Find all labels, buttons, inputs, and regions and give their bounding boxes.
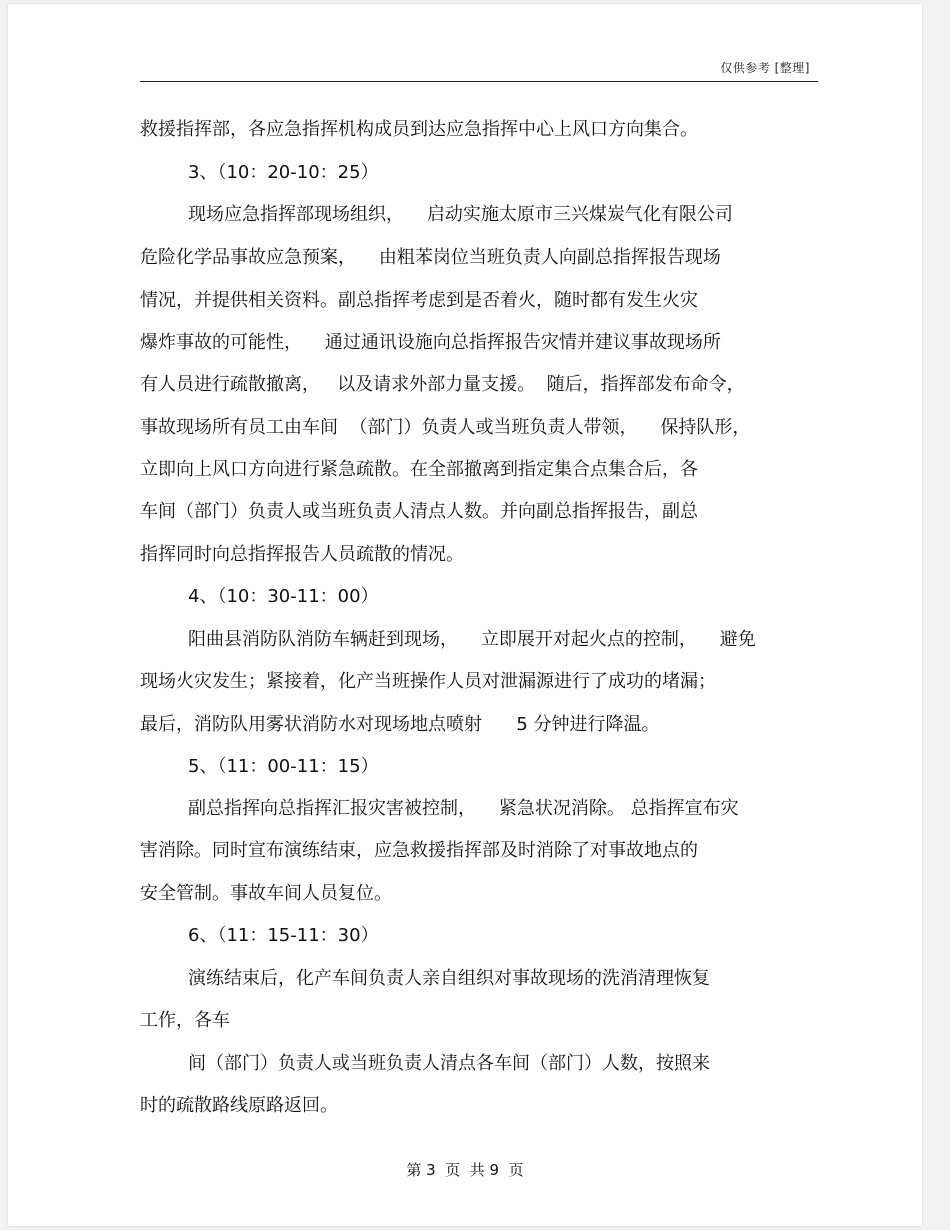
- body-line: 爆炸事故的可能性， 通过通讯设施向总指挥报告灾情并建议事故现场所: [140, 332, 721, 353]
- body-line: 间（部门）负责人或当班负责人清点各车间（部门）人数，按照来: [188, 1053, 710, 1074]
- body-line: 害消除。同时宣布演练结束，应急救援指挥部及时消除了对事故地点的: [140, 840, 698, 861]
- body-line: 最后，消防队用雾状消防水对现场地点喷射 5 分钟进行降温。: [140, 714, 660, 735]
- body-line: 现场火灾发生；紧接着，化产当班操作人员对泄漏源进行了成功的堵漏；: [140, 671, 716, 692]
- section-heading: 5、（11：00-11：15）: [188, 756, 379, 777]
- body-line: 工作，各车: [140, 1010, 230, 1031]
- body-line: 演练结束后，化产车间负责人亲自组织对事故现场的洗消清理恢复: [188, 968, 710, 989]
- section-heading: 3、（10：20-10：25）: [188, 162, 379, 183]
- page-number-footer: 第 3 页 共 9 页: [406, 1161, 524, 1179]
- section-heading: 6、（11：15-11：30）: [188, 925, 379, 946]
- body-line: 立即向上风口方向进行紧急疏散。在全部撤离到指定集合点集合后，各: [140, 459, 698, 480]
- body-line: 救援指挥部，各应急指挥机构成员到达应急指挥中心上风口方向集合。: [140, 119, 698, 140]
- body-line: 阳曲县消防队消防车辆赶到现场， 立即展开对起火点的控制， 避免: [188, 629, 756, 650]
- body-line: 车间（部门）负责人或当班负责人清点人数。并向副总指挥报告，副总: [140, 501, 698, 522]
- section-heading: 4、（10：30-11：00）: [188, 586, 379, 607]
- body-line: 情况，并提供相关资料。副总指挥考虑到是否着火，随时都有发生火灾: [140, 290, 698, 311]
- body-line: 时的疏散路线原路返回。: [140, 1095, 338, 1116]
- body-line: 指挥同时向总指挥报告人员疏散的情况。: [140, 544, 464, 565]
- body-line: 事故现场所有员工由车间 （部门）负责人或当班负责人带领， 保持队形，: [140, 417, 751, 438]
- header-divider: [140, 81, 818, 82]
- body-line: 危险化学品事故应急预案， 由粗苯岗位当班负责人向副总指挥报告现场: [140, 247, 721, 268]
- body-line: 安全管制。事故车间人员复位。: [140, 883, 392, 904]
- body-line: 现场应急指挥部现场组织， 启动实施太原市三兴煤炭气化有限公司: [188, 204, 733, 225]
- document-page: [8, 4, 922, 1226]
- body-line: 有人员进行疏散撤离， 以及请求外部力量支援。 随后，指挥部发布命令，: [140, 374, 745, 395]
- header-note: 仅供参考 [整理]: [720, 61, 810, 75]
- body-line: 副总指挥向总指挥汇报灾害被控制， 紧急状况消除。 总指挥宣布灾: [188, 798, 739, 819]
